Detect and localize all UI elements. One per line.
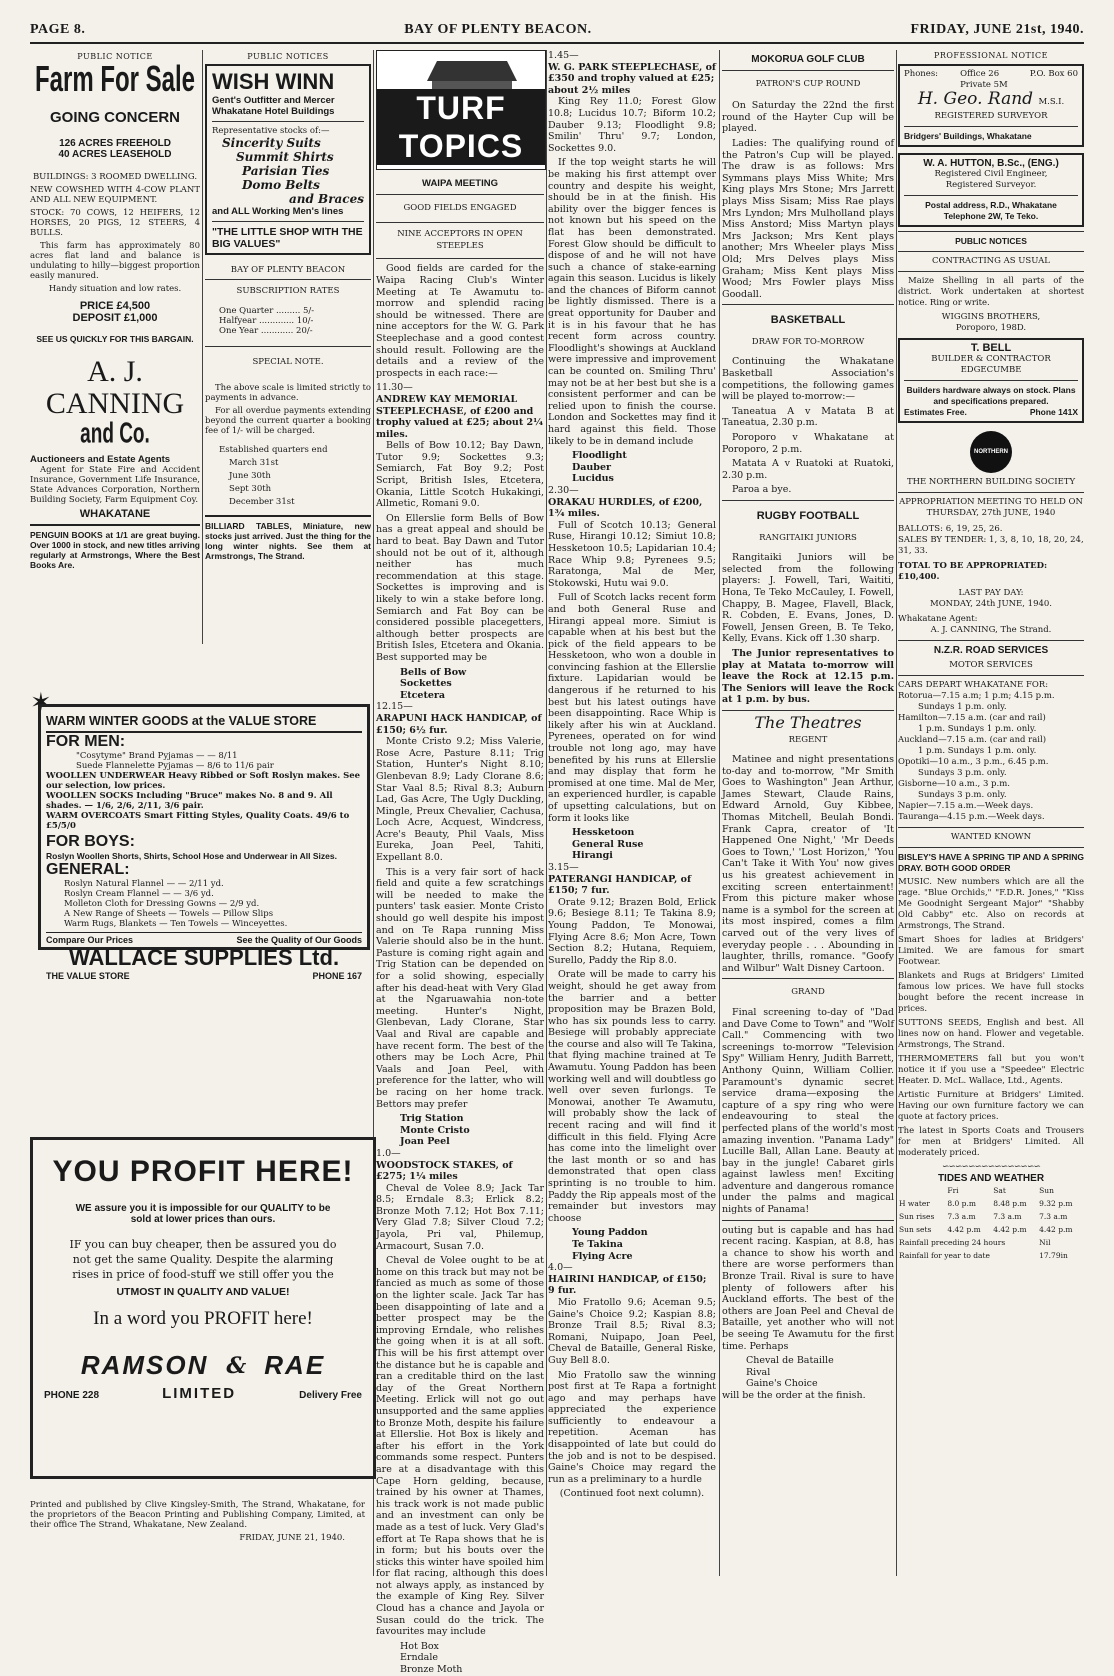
- hutton-ad: [898, 153, 1084, 227]
- schedule-line: Gisborne—10 a.m., 3 p.m.: [898, 779, 1010, 789]
- paragraph: Ladies: The qualifying round of the Patron's Cup will be played. The draw is as follows: Mrs Symmans plays Miss White; Mrs King plays Mrs Stone; Mrs Jarrett plays Miss Sisam; Miss Rae plays Mrs Lyndon; Mrs Mulholland plays Miss Anstord; Miss Martyn plays Mrs Jackson; Mrs Kent plays another; Mrs Wheeler plays Miss Old; Mrs Delves plays Miss Graham; Miss Kent plays Miss Wood; Mrs Fowler plays Miss Goodall.: [722, 137, 894, 300]
- headline: BASKETBALL: [770, 314, 846, 327]
- divider: [719, 50, 720, 1576]
- ad-line: A. J. CANNING, The Strand.: [930, 625, 1052, 635]
- race-title: HAIRINI HANDICAP, of £150; 9 fur.: [548, 1273, 707, 1297]
- pick: Hirangi: [572, 850, 613, 862]
- pick: Etcetera: [400, 689, 446, 701]
- ad-line: T. BELL: [970, 342, 1012, 354]
- paper-name: BAY OF PLENTY BEACON.: [404, 22, 592, 37]
- sports-theatre-column: [722, 50, 894, 1576]
- ad-line: Postal address, R.D., Whakatane: [925, 200, 1057, 210]
- ad-line: and ALL Working Men's lines: [212, 206, 344, 217]
- ad-line: Domo Belts: [242, 178, 320, 192]
- ad-line: Estimates Free.: [904, 407, 967, 417]
- turf-topics-title: TURF TOPICS: [377, 89, 545, 165]
- paragraph: On Ellerslie form Bells of Bow has a great appeal and should be hard to beat. Bay Dawn and Tutor should not be out of it, although neither has much recommendation at this stage. Sockettes is improving and is likely to win a stake before long. Semiarch and Fat Boy can be considered possible placegetters, although better prospects are British Isles, Etcetera and Okania. Best supported may be: [376, 512, 544, 663]
- rand-signature: H. Geo. Rand: [917, 89, 1034, 109]
- handy-text: Handy situation and low rates.: [48, 284, 182, 294]
- paragraph: Maize Shelling in all parts of the district. Work undertaken at shortest notice. Ring or write.: [898, 276, 1084, 308]
- paragraph: Rangitaiki Juniors will be selected from the following players: J. Fowell, Tari, Waititi, Hona, Te Teko McCauley, I. Fowell, Chappy, B. Magee, Flavell, Black, R. Cobden, E. Evans, Jones, D. Fowell, Jensen Green, B. Te Teko, Kelly, Evans. Kick off 1.30 sharp.: [722, 552, 894, 645]
- pick: Erndale: [400, 1652, 438, 1664]
- beacon-label: BAY OF PLENTY BEACON: [230, 265, 346, 275]
- rand-ad: [898, 64, 1084, 147]
- paragraph: Matata A v Ruatoki at Ruatoki, 2.30 p.m.: [722, 458, 894, 481]
- pick: Cheval de Bataille: [746, 1355, 834, 1367]
- farm-headline: Farm For Sale: [34, 59, 196, 100]
- imprint-date: FRIDAY, JUNE 21, 1940.: [239, 1533, 345, 1543]
- issue-date: FRIDAY, JUNE 21st, 1940.: [910, 22, 1084, 37]
- race-title: ARAPUNI HACK HANDICAP, of £150; 6½ fur.: [376, 712, 542, 736]
- pick: Trig Station: [400, 1113, 464, 1125]
- race-time: 2.30—: [548, 484, 579, 496]
- ad-line: WOOLLEN UNDERWEAR Heavy Ribbed or Soft Roslyn makes. See our selection, low prices.: [46, 771, 361, 791]
- for-boys: FOR BOYS:: [46, 833, 135, 850]
- race-time: 12.15—: [376, 701, 413, 713]
- ad-line: WARM OVERCOATS Smart Fitting Styles, Quality Coats. 49/6 to £5/5/0: [46, 811, 350, 831]
- day-header: Sat: [993, 1186, 1006, 1195]
- classified: Smart Shoes for ladies at Bridgers' Limited. We are famous for smart Footwear.: [898, 935, 1084, 967]
- star-icon: ✶: [30, 688, 52, 718]
- paragraph: Good fields are carded for the Waipa Racing Club's Winter Meeting at Te Awamutu to-morrow and splendid racing should be witnessed. There are nine acceptors for the W. G. Park Steeplechase and a good contest should result. Following are the details and a review of the prospects in each race:—: [376, 263, 544, 379]
- section-label: PUBLIC NOTICES: [955, 236, 1027, 246]
- ad-line: THE VALUE STORE: [46, 971, 130, 981]
- ad-line: In a word you PROFIT here!: [93, 1308, 313, 1329]
- classified: THERMOMETERS fall but you won't notice it if you use a "Speedee" Electric Heater. D. McL. Wallace, Ltd., Agents.: [898, 1054, 1084, 1086]
- race-title: ANDREW KAY MEMORIAL STEEPLECHASE, of £200 and trophy valued at £25; about 2¼ miles.: [376, 393, 544, 440]
- paragraph: Bells of Bow 10.12; Bay Dawn, Tutor 9.9; Sockettes 9.3; Semiarch, Fat Boy 9.2; Post Script, British Isles, Etcetera, Okania, Little Scotch Hukakingi, Allmetic, Romani 9.0.: [376, 440, 544, 510]
- continued-note: (Continued foot next column).: [559, 1488, 705, 1500]
- ad-line: See the Quality of Our Goods: [236, 935, 362, 945]
- ad-line: A New Range of Sheets — Towels — Pillow Slips: [64, 909, 274, 919]
- ad-line: Roslyn Natural Flannel — — 2/11 yd.: [64, 879, 224, 889]
- ad-slogan: "THE LITTLE SHOP WITH THE BIG VALUES": [212, 226, 363, 250]
- subheadline: NINE ACCEPTORS IN OPEN STEEPLES: [397, 229, 523, 251]
- wave-divider-icon: ∽∽∽∽∽∽∽∽∽∽∽∽∽∽∽: [941, 1162, 1041, 1172]
- auctioneers: Auctioneers and Estate Agents: [30, 454, 171, 465]
- ad-line: IF you can buy cheaper, then be assured you do not get the same Quality. Despite the alarming rises in price of food-stuff we still offer you the: [69, 1238, 337, 1281]
- general: GENERAL:: [46, 861, 130, 878]
- schedule-line: Hamilton—7.15 a.m. (car and rail): [898, 713, 1046, 723]
- paragraph: Full of Scotch lacks recent form and both General Ruse and Hirangi appeal more. Simiut is capable when at his best but the pick of the field appears to be Hessketoon, who won a double in convincing fashion at the Ellerslie fixture. Lapidarian would be dangerous if he returned to his best but his latest outings have been disappointing. Race Whip is likely after his win at Auckland. Pyrenees, operated on for wind trouble not long ago, may have benefited by his runs at Ellerslie and may display that form he promised at one time. Mal de Mer, an experienced hurdler, is capable of upsetting calculations, but on form it looks like: [548, 592, 716, 824]
- ad-line: Registered Civil Engineer,: [934, 169, 1048, 179]
- pick: Sockettes: [400, 678, 452, 690]
- billiard-ad: BILLIARD TABLES, Miniature, new stocks just arrived. Just the thing for the long winter nights. See them at Armstrongs, The Strand.: [205, 521, 371, 561]
- imprint: [30, 1500, 365, 1562]
- note-text: For all overdue payments extending beyond the current quarter a booking fee of 1/- will be charged.: [205, 406, 371, 436]
- pick: Flying Acre: [572, 1250, 633, 1262]
- ramson-rae-ad: [30, 1137, 376, 1479]
- canning-name: A. J. CANNING: [45, 355, 185, 420]
- ad-line: WE assure you it is impossible for our QUALITY to be sold at lower prices than ours.: [75, 1203, 331, 1225]
- farm-desc: This farm has approximately 80 acres flat land and balance is undulating to hilly—biggest proportion easily manured.: [30, 241, 200, 281]
- ad-line: EDGECUMBE: [960, 365, 1022, 375]
- ad-line: Phone 141X: [1029, 407, 1078, 417]
- subheadline: PATRON'S CUP ROUND: [755, 78, 861, 89]
- tide-cell: Rainfall for year to date: [899, 1251, 990, 1260]
- paragraph: Continuing the Whakatane Basketball Association's competitions, the following games will be played to-morrow:—: [722, 356, 894, 403]
- pick: General Ruse: [572, 838, 644, 850]
- subheadline: GRAND: [791, 987, 825, 998]
- special-note: SPECIAL NOTE.: [252, 357, 324, 367]
- ad-line: Telephone 2W, Te Teko.: [943, 211, 1039, 221]
- schedule-line: Sundays 3 p.m. only.: [918, 790, 1007, 800]
- ad-line: Builders hardware always on stock. Plans and specifications prepared.: [906, 385, 1076, 406]
- cowshed-text: NEW COWSHED WITH 4-COW PLANT AND ALL NEW EQUIPMENT.: [30, 185, 200, 205]
- paragraph: If the top weight starts he will be making his first attempt over country and despite his weight, should be in at the finish. His ability over the bigger fences is not known but his speed on the flat has been demonstrated. Forest Glow should be difficult to dispose of and he will not have such a chance of stake-earning again this season. Lucidus is likely and the chances of Biform cannot be lightly dismissed. There is a great opportunity for Dauber and it is in his favour that he has recent form across country. Floodlight's showings at Auckland were impressive and improvement can be counted on. Smiling Thru' may not be at her best but she is a consistent performer and can be relied upon to finish the course. London and Sockettes may find it hard against this field. Those likely to be in demand include: [548, 157, 716, 447]
- schedule-line: 1 p.m. Sundays 1 p.m. only.: [918, 746, 1037, 756]
- masthead-rule: [30, 42, 1084, 44]
- ad-line: Poroporo, 198D.: [955, 323, 1027, 333]
- paragraph: Full of Scotch 10.13; General Ruse, Hirangi 10.12; Simiut 10.8; Hessketoon 10.5; Lapidarian 10.4; Race Whip 9.8; Pyrenees 9.5; Raratonga, Mal de Mer, Stokowski, Hutu wai 9.0.: [548, 519, 716, 589]
- ad-line: W. A. HUTTON, B.Sc., (ENG.): [923, 158, 1059, 169]
- pick: Young Paddon: [572, 1227, 648, 1239]
- turf-column-2: [548, 50, 716, 1576]
- schedule-line: 1 p.m. Sundays 1 p.m. only.: [918, 724, 1037, 734]
- ad-line: Gent's Outfitter and Mercer: [212, 95, 335, 106]
- ad-line: Warm Rugs, Blankets — Ten Towels — Winceyettes.: [64, 919, 288, 929]
- imprint-text: Printed and published by Clive Kingsley-Smith, The Strand, Whakatane, for the proprietors of the Beacon Printing and Publishing Company, Limited, at their office The Strand, Whakatane, New Zealand.: [30, 1500, 365, 1530]
- acres-leasehold: 40 ACRES LEASEHOLD: [58, 149, 172, 160]
- section-label: PUBLIC NOTICE: [77, 52, 153, 61]
- ad-line: Whakatane Agent:: [898, 614, 978, 624]
- schedule-line: Sundays 1 p.m. only.: [918, 702, 1007, 712]
- turf-illustration: [376, 50, 546, 170]
- race-title: PATERANGI HANDICAP, of £150; 7 fur.: [548, 873, 692, 897]
- notices-column: [898, 50, 1084, 1576]
- ad-line: APPROPRIATION MEETING TO HELD ON: [899, 497, 1083, 507]
- paragraph: The Junior representatives to play at Matata to-morrow will leave the Rock at 12.15 p.m. The Seniors will leave the Rock at 1 p.m. by bus.: [722, 647, 894, 706]
- acres-freehold: 126 ACRES FREEHOLD: [59, 138, 171, 149]
- bell-ad: [898, 338, 1084, 423]
- masthead: [30, 22, 1084, 40]
- ad-line: Roslyn Woollen Shorts, Shirts, School Hose and Underwear in All Sizes.: [46, 851, 337, 861]
- tide-cell: Sun rises: [899, 1212, 935, 1221]
- ad-line: "Cosytyme" Brand Pyjamas — — 8/11: [76, 751, 238, 761]
- ad-line: Registered Surveyor.: [945, 180, 1037, 190]
- ad-line: LIMITED: [162, 1385, 237, 1402]
- divider: [546, 50, 547, 1576]
- ad-line: Private 5M: [960, 80, 1008, 90]
- price: PRICE £4,500: [79, 300, 151, 312]
- ad-line: THE NORTHERN BUILDING SOCIETY: [906, 477, 1076, 487]
- pick: Floodlight: [572, 450, 627, 462]
- headline: The Theatres: [754, 712, 862, 732]
- section-label: PROFESSIONAL NOTICE: [933, 51, 1049, 60]
- ad-line: PHONE 167: [312, 971, 362, 981]
- ad-line: TOTAL TO BE APPROPRIATED: £10,400.: [898, 561, 1048, 582]
- farm-sale-ad: [30, 52, 200, 642]
- tide-cell: 8.48 p.m: [993, 1199, 1027, 1208]
- ramson-logo: RAMSON: [80, 1350, 209, 1380]
- race-time: 4.0—: [548, 1262, 573, 1274]
- subheadline: RANGITAIKI JUNIORS: [759, 532, 857, 543]
- ad-line: REGISTERED SURVEYOR: [934, 111, 1048, 121]
- section-label: WANTED KNOWN: [950, 832, 1032, 842]
- ad-line: and Braces: [288, 192, 364, 206]
- classified: Artistic Furniture at Bridgers' Limited. Having our own furniture factory we can quote at factory prices.: [898, 1090, 1084, 1122]
- race-title: ORAKAU HURDLES, of £200, 1¾ miles.: [548, 496, 703, 520]
- turf-topics-column: [376, 50, 544, 1676]
- ad-line: Representative stocks of:—: [212, 126, 330, 136]
- paragraph: Final screening to-day of "Dad and Dave Come to Town" and "Wolf Call." Commencing with two screenings to-morrow "Television Spy" William Henry, Judith Barrett, Anthony Quinn, William Collier. Paramount's dynamic secret service drama—exposing the capture of a spy ring who were endeavouring to steal the perfected plans of the world's most amazing invention. "Panama Lady" Lucille Ball, Allan Lane. Beauty at bay in the jungle! Cabaret girls against lawless men! Exciting adventure and dangerous romance under the palms and magical nights of Panama!: [722, 1006, 894, 1216]
- pick: Joan Peel: [400, 1136, 450, 1148]
- ad-line: Delivery Free: [299, 1390, 362, 1401]
- tide-cell: 7.3 a.m: [1039, 1212, 1068, 1221]
- paragraph: Cheval de Volee 8.9; Jack Tar 8.5; Erndale 8.3; Erlick 8.2; Bronze Moth 7.12; Hot Box 7.11; Very Glad 7.8; Silver Cloud 7.2; Jayola, Pri val, Philemup, Armacourt, Susan 7.0.: [376, 1182, 544, 1252]
- paragraph: Taneatua A v Matata B at Taneatua, 2.30 p.m.: [722, 405, 894, 429]
- ad-line: Whakatane Hotel Buildings: [212, 106, 335, 117]
- stock-text: STOCK: 70 COWS, 12 HEIFERS, 12 HORSES, 20 PIGS, 12 STEERS, 4 BULLS.: [30, 208, 200, 238]
- paragraph: Orate will be made to carry his weight, should he get away from the barrier and a better proposition may be Brazen Bold, who has six pounds less to carry. Besiege will probably appreciate the course and also will Te Takina, that flying machine trained at Te Awamutu. Young Paddon has been working well and will doubtless go well over seven furlongs. Te Monowai, another Te Awamutu, will probably show the lack of recent racing and will find it difficult in this field. Flying Acre has come into the limelight over the last month or so and has demonstrated that open class sprinting is no trouble to him. Paddy the Rip appeals most of the remainder but investors may choose: [548, 969, 716, 1224]
- wish-winn-ad: [205, 64, 371, 255]
- ad-line: CARS DEPART WHAKATANE FOR:: [898, 680, 1049, 690]
- ad-line: Roslyn Cream Flannel — — 3/6 yd.: [64, 889, 214, 899]
- column-2-top: [205, 52, 371, 642]
- race-title: W. G. PARK STEEPLECHASE, of £350 and trophy valued at £25; about 2½ miles: [548, 61, 716, 96]
- schedule-line: Tauranga—4.15 p.m.—Week days.: [898, 812, 1045, 822]
- logo-text: NORTHERN: [974, 448, 1008, 455]
- pick: Rival: [746, 1366, 771, 1378]
- headline: RUGBY FOOTBALL: [756, 510, 860, 522]
- tide-cell: 9.32 p.m: [1039, 1199, 1073, 1208]
- page-number: PAGE 8.: [30, 22, 86, 37]
- headline: TIDES AND WEATHER: [937, 1173, 1045, 1184]
- paragraph: King Rey 11.0; Forest Glow 10.8; Lucidus 10.7; Biform 10.2; Dauber 9.13; Floodlight 9.8; Smilin' Thru' 9.7; London, Sockettes 9.0.: [548, 96, 716, 154]
- wallace-ad: [30, 688, 370, 981]
- rate-line: One Quarter ......... 5/-: [219, 306, 315, 316]
- quarter-date: March 31st: [229, 458, 279, 468]
- pick: Gaine's Choice: [746, 1378, 818, 1390]
- quarter-label: Established quarters end: [219, 445, 328, 455]
- ad-line: P.O. Box 60: [1029, 69, 1078, 79]
- subscription-rates: SUBSCRIPTION RATES: [236, 286, 340, 296]
- subheadline: DRAW FOR TO-MORROW: [751, 336, 865, 347]
- schedule-line: Auckland—7.15 a.m. (car and rail): [898, 735, 1047, 745]
- pick: Bells of Bow: [400, 666, 467, 678]
- ad-line: Suede Flannelette Pyjamas — 8/6 to 11/6 pair: [76, 761, 274, 771]
- tide-cell: 7.3 a.m: [993, 1212, 1022, 1221]
- for-men: FOR MEN:: [46, 733, 126, 750]
- pick: Monte Cristo: [400, 1124, 470, 1136]
- rate-line: One Year ............ 20/-: [219, 326, 313, 336]
- ad-line: M.S.I.: [1038, 97, 1065, 107]
- profit-title: YOU PROFIT HERE!: [52, 1155, 354, 1188]
- schedule-line: Napier—7.15 a.m.—Week days.: [898, 801, 1034, 811]
- quarter-date: Sept 30th: [229, 484, 272, 494]
- tide-cell: H water: [899, 1199, 930, 1208]
- canning-co: and Co.: [80, 418, 150, 450]
- ad-line: Bridgers' Buildings, Whakatane: [904, 131, 1032, 141]
- schedule-line: Rotorua—7.15 a.m; 1 p.m; 4.15 p.m.: [898, 691, 1055, 701]
- tides-table: [898, 1184, 1084, 1262]
- ad-line: WIGGINS BROTHERS,: [941, 312, 1041, 322]
- ad-line: PHONE 228: [44, 1390, 100, 1401]
- classified: MUSIC. New numbers which are all the rage. "Blue Orchids," "F.D.R. Jones," "Kiss Me Goodnight Sergeant Major" "Shabby Old Cabby" etc. Also on records at Armstrongs, The Strand.: [898, 877, 1084, 931]
- classified: BISLEY'S HAVE A SPRING TIP AND A SPRING DRAY. BOTH GOOD ORDER: [898, 852, 1084, 873]
- paragraph: Monte Cristo 9.2; Miss Valerie, Rose Acre, Pasture 8.11; Trig Station, Hunter's Night 8.10; Glenbevan 8.9; Lady Clorane 8.6; Star Vaal 8.5; Rival 8.3; Auburn Lad, Gas Acre, The Ugly Duckling, Mingle, Preux Chevalier, Cachusa, Loch Acre, Acquest, Windcress, Acre's Beauty, Phil Vaals, Miss Eureka, Joan Peel, Tahiti, Expellant 8.0.: [376, 736, 544, 864]
- quarter-date: December 31st: [229, 497, 295, 507]
- note-text: The above scale is limited strictly to payments in advance.: [205, 383, 371, 403]
- divider: [896, 50, 897, 1576]
- pick: Hessketoon: [572, 827, 635, 839]
- race-time: 1.0—: [376, 1147, 401, 1159]
- ad-line: BUILDER & CONTRACTOR: [931, 354, 1051, 364]
- race-time: 1.45—: [548, 50, 579, 61]
- pick: Dauber: [572, 461, 611, 473]
- classified: The latest in Sports Coats and Trousers for men at Bridgers' Limited. All moderately priced.: [898, 1126, 1084, 1158]
- wallace-name: WALLACE SUPPLIES Ltd.: [68, 945, 340, 970]
- ad-line: Molleton Cloth for Dressing Gowns — 2/9 yd.: [64, 899, 260, 909]
- pick: Bronze Moth: [400, 1664, 463, 1676]
- pick: Te Takina: [572, 1238, 623, 1250]
- ad-line: THURSDAY, 27th JUNE, 1940: [926, 508, 1056, 518]
- paragraph: Mio Fratollo saw the winning post first at Te Rapa a fortnight ago and may perhaps have appreciated the experience sufficiently to endeavour a repetition. Aceman has disappointed of late but could do the job and is not to be despised. Gaine's Choice may regard the run as a preliminary to a hurdle: [548, 1369, 716, 1485]
- ad-line: Sincerity Suits: [222, 136, 321, 150]
- pick: Lucidus: [572, 473, 614, 485]
- day-header: Sun: [1039, 1186, 1054, 1195]
- subheadline: MOTOR SERVICES: [949, 660, 1033, 670]
- paragraph: Matinee and night presentations to-day and to-morrow, "Mr Smith Goes to Washington" Jean Arthur, James Stewart, Claude Rains, Edward Arnold, Guy Kibbee, Thomas Mitchell, Beulah Bondi. Frank Capra, creator of 'It Happened One Night,' 'Mr Deeds Goes to Town,' 'Lost Horizon,' 'You Can't Take it With You' now gives us his greatest achievement in exciting screen entertainment! From this picture maker whose name is a symbol for the screen at its most inspired, comes a film carved out of the very lives of everyday people . . . Abounding in laughter, thrills, romance. "Goofy and Wilbur" Walt Disney Cartoon.: [722, 754, 894, 974]
- race-time: 11.30—: [376, 382, 413, 394]
- schedule-line: Sundays 3 p.m. only.: [918, 768, 1007, 778]
- paragraph: Poroporo v Whakatane at Poroporo, 2 p.m.: [722, 432, 894, 455]
- subheadline: CONTRACTING AS USUAL: [932, 256, 1050, 266]
- tide-cell: 4.42 p.m: [993, 1225, 1027, 1234]
- schedule-line: Opotiki—10 a.m., 3 p.m., 6.45 p.m.: [898, 757, 1049, 767]
- tide-cell: Rainfall preceding 24 hours: [899, 1238, 1006, 1247]
- ad-line: SALES BY TENDER: 1, 3, 8, 10, 18, 20, 24, 31, 33.: [898, 535, 1084, 556]
- headline: WAIPA MEETING: [422, 178, 498, 189]
- paragraph: On Saturday the 22nd the first round of the Hayter Cup will be played.: [722, 100, 894, 135]
- paragraph: Cheval de Volee ought to be at home on this track but may not be fancied as much as some of those on the lighter scale. Jack Tar has been disappointing of late and a better prospect may be the improving Erndale, who relishes the going when it is at all soft. This will be his first attempt over the distance but he is capable and ran a creditable third on the last day of the Great Northern Meeting. Erlick will not go out unsupported and the same applies to Bronze Moth, despite his failure at Ellerslie. Hot Box is likely and after his effort in the York commands some respect. Punters are at a disadvantage with this Cape Horn gelding, because, trained by his owner at Thames, his track work is not made public and an investment can only be made as a test of luck. Very Glad's effort at Te Rapa shows that he is in form; but his bouts over the sticks this winter have spoiled him for flat racing, although this does not always apply, as instanced by the example of King Rey. Silver Cloud has a chance and Jayola or Susan could do the trick. The favourites may include: [376, 1255, 544, 1638]
- quarter-date: June 30th: [229, 471, 271, 481]
- tide-cell: 17.79in: [1039, 1251, 1068, 1260]
- race-time: 3.15—: [548, 861, 579, 873]
- classified: SUTTONS SEEDS, English and best. All lines now on hand. Flower and vegetable. Armstrongs, The Strand.: [898, 1018, 1084, 1050]
- ad-line: BALLOTS: 6, 19, 25, 26.: [898, 524, 1003, 534]
- paragraph: will be the order at the finish.: [722, 1389, 866, 1401]
- ad-line: Parisian Ties: [242, 164, 330, 178]
- ad-line: Phones:: [904, 69, 939, 79]
- ad-line: MONDAY, 24th JUNE, 1940.: [930, 599, 1052, 609]
- ad-line: Compare Our Prices: [46, 935, 134, 945]
- tide-cell: 4.42 p.m: [1039, 1225, 1073, 1234]
- tide-cell: 4.42 p.m: [947, 1225, 981, 1234]
- divider: [202, 50, 203, 644]
- see-us-text: SEE US QUICKLY FOR THIS BARGAIN.: [36, 334, 194, 344]
- ad-line: Summit Shirts: [236, 150, 334, 164]
- tide-cell: Nil: [1039, 1238, 1051, 1247]
- agent-text: Agent for State Fire and Accident Insurance, Government Life Insurance, State Advances Corporation, Northern Building Society, Farm Equipment Coy.: [30, 465, 200, 505]
- headline: MOKORUA GOLF CLUB: [751, 54, 865, 65]
- pick: Hot Box: [400, 1640, 439, 1652]
- ad-line: UTMOST IN QUALITY AND VALUE!: [116, 1286, 290, 1298]
- penguin-ad: PENGUIN BOOKS at 1/1 are great buying. Over 1000 in stock, and new titles arriving regularly at Armstrongs, Where the Best Books Are.: [30, 530, 200, 570]
- section-label: PUBLIC NOTICES: [247, 52, 329, 61]
- deposit: DEPOSIT £1,000: [72, 312, 158, 324]
- ad-line: Office 26: [960, 69, 1000, 79]
- whakatane: WHAKATANE: [79, 508, 151, 520]
- ampersand: &: [226, 1352, 247, 1379]
- paragraph: Paroa a bye.: [732, 484, 792, 496]
- paragraph: This is a very fair sort of hack field and quite a few scratchings will be needed to make the punters' task easier. Monte Cristo should go well despite his impost and on Te Rapa running Miss Valerie should also be in the hunt. Pasture is coming right again and Trig Station can be depended on for a solid showing, especially after his dead-heat with Very Glad at the Ngaruawahia non-tote meeting. Hunter's Night, Glenbevan, Lady Clorane, Star Vaal and Rival are capable and have recent form. The best of the others may be Loch Acre, Phil Vaals and Joan Peel, with preference for the latter, who will be racing on her home track. Bettors may prefer: [376, 866, 544, 1110]
- tide-cell: Sun sets: [899, 1225, 932, 1234]
- ad-line: LAST PAY DAY:: [958, 588, 1024, 598]
- paragraph: outing but is capable and has had recent racing. Kaspian, at 8.8, has a chance to show his worth and there are worse performers than Bronze Trail. Rival is sure to have plenty of followers after his Auckland efforts. The best of the others are Joan Peel and Cheval de Bataille, yet another who will not be seeing Te Awamutu for the first time. Perhaps: [722, 1224, 894, 1352]
- tide-cell: 8.0 p.m: [947, 1199, 976, 1208]
- day-header: Fri: [947, 1186, 959, 1195]
- rate-line: Halfyear ............. 10/-: [219, 316, 314, 326]
- wish-winn: WISH WINN: [212, 69, 335, 94]
- northern-logo-icon: [970, 431, 1012, 473]
- classified: Blankets and Rugs at Bridgers' Limited famous low prices. We have full stocks bought before the recent increase in prices.: [898, 971, 1084, 1014]
- subheadline: GOOD FIELDS ENGAGED: [403, 202, 517, 213]
- buildings-text: BUILDINGS: 3 ROOMED DWELLING.: [32, 172, 198, 182]
- subheadline: REGENT: [788, 734, 828, 745]
- paragraph: Orate 9.12; Brazen Bold, Erlick 9.6; Besiege 8.11; Te Takina 8.9; Young Paddon, Te Monowai, Flying Acre 8.6; Mon Acre, Town Section 8.2; Hutana, Requiem, Surello, Paddy the Rip 8.0.: [548, 896, 716, 966]
- going-concern: GOING CONCERN: [49, 109, 180, 126]
- race-title: WOODSTOCK STAKES, of £275; 1¼ miles: [376, 1159, 513, 1183]
- tide-cell: 7.3 a.m: [947, 1212, 976, 1221]
- paragraph: Mio Fratollo 9.6; Aceman 9.5; Gaine's Choice 9.2; Kaspian 8.8; Bronze Trail 8.5; Rival 8.3; Romani, Nuipapo, Joan Peel, Cheval de Bataille, General Riske, Guy Bell 8.0.: [548, 1296, 716, 1366]
- headline: N.Z.R. ROAD SERVICES: [933, 645, 1049, 656]
- rae-logo: RAE: [264, 1350, 326, 1380]
- ad-title: WARM WINTER GOODS at the VALUE STORE: [46, 710, 362, 733]
- ad-line: WOOLLEN SOCKS Including "Bruce" makes No. 8 and 9. All shades. — 1/6, 2/6, 2/11, 3/6 pair.: [46, 791, 333, 811]
